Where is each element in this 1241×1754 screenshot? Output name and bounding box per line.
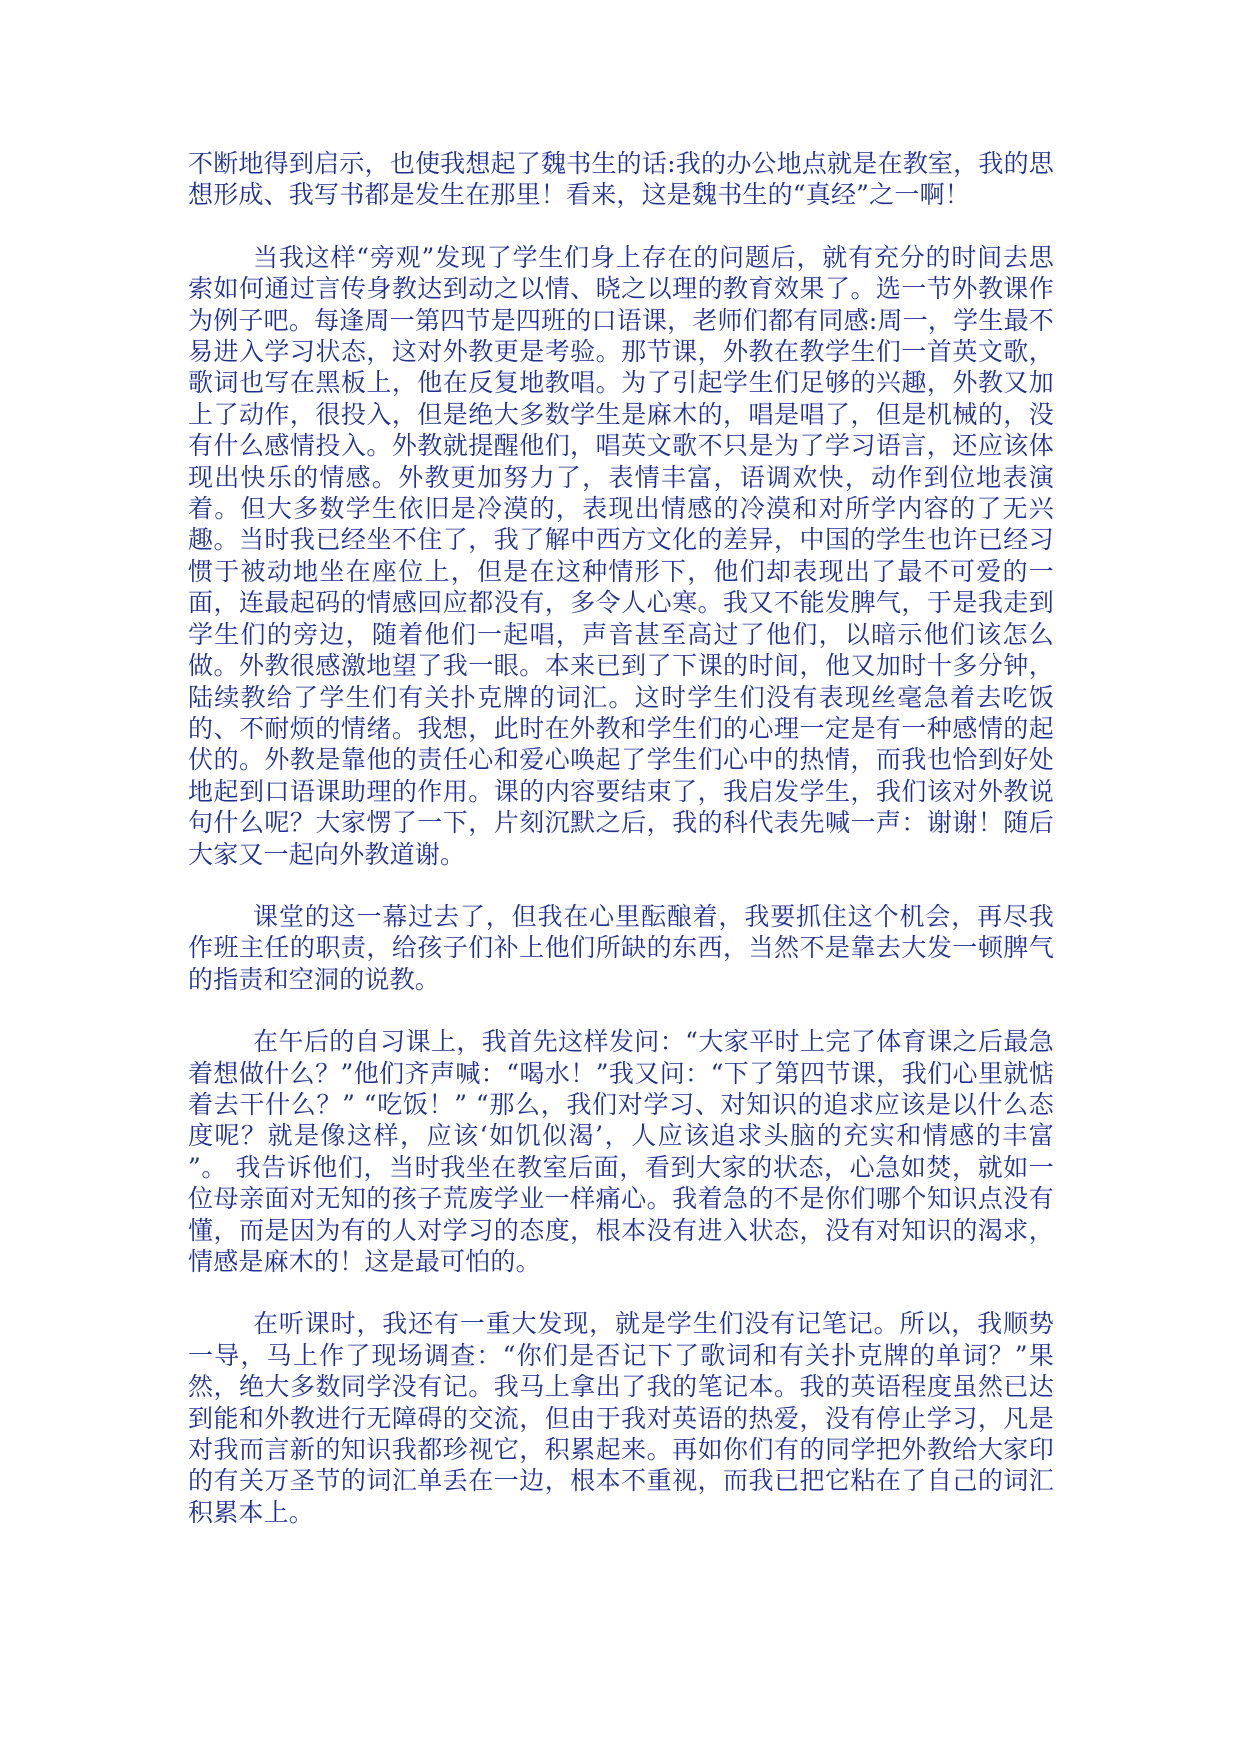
document-body bbox=[188, 148, 1054, 1559]
paragraph-2: 当我这样“旁观”发现了学生们身上存在的问题后，就有充分的时间去思索如何通过言传身教达到动之以情、晓之以理的教育效果了。选一节外教课作为例子吧。每逢周一第四节是四班的口语课，老师们都有同感:周一，学生最不易进入学习状态，这对外教更是考验。那节课，外教在教学生们一首英文歌，歌词也写在黑板上，他在反复地教唱。为了引起学生们足够的兴趣，外教又加上了动作，很投入，但是绝大多数学生是麻木的，唱是唱了，但是机械的，没有什么感情投入。外教就提醒他们，唱英文歌不只是为了学习语言，还应该体现出快乐的情感。外教更加努力了，表情丰富，语调欢快，动作到位地表演着。但大多数学生依旧是冷漠的，表现出情感的冷漠和对所学内容的了无兴趣。当时我已经坐不住了，我了解中西方文化的差异，中国的学生也许已经习惯于被动地坐在座位上，但是在这种情形下，他们却表现出了最不可爱的一面，连最起码的情感回应都没有，多令人心寒。我又不能发脾气，于是我走到学生们的旁边，随着他们一起唱，声音甚至高过了他们，以暗示他们该怎么做。外教很感激地望了我一眼。本来已到了下课的时间，他又加时十多分钟，陆续教给了学生们有关扑克牌的词汇。这时学生们没有表现丝毫急着去吃饭的、不耐烦的情绪。我想，此时在外教和学生们的心理一定是有一种感情的起伏的。外教是靠他的责任心和爱心唤起了学生们心中的热情，而我也恰到好处地起到口语课助理的作用。课的内容要结束了，我启发学生，我们该对外教说句什么呢？大家愣了一下，片刻沉默之后，我的科代表先喊一声：谢谢！随后大家又一起向外教道谢。 bbox=[188, 242, 1054, 869]
paragraph-1: 不断地得到启示，也使我想起了魏书生的话:我的办公地点就是在教室，我的思想形成、我写书都是发生在那里！看来，这是魏书生的“真经”之一啊！ bbox=[188, 149, 1054, 210]
paragraph-5: 在听课时，我还有一重大发现，就是学生们没有记笔记。所以，我顺势一导，马上作了现场调查：“你们是否记下了歌词和有关扑克牌的单词？”果然，绝大多数同学没有记。我马上拿出了我的笔记本。我的英语程度虽然已达到能和外教进行无障碍的交流，但由于我对英语的热爱，没有停止学习，凡是对我而言新的知识我都珍视它，积累起来。再如你们有的同学把外教给大家印的有关万圣节的词汇单丢在一边，根本不重视，而我已把它粘在了自己的词汇积累本上。 bbox=[188, 1309, 1054, 1527]
paragraph-4: 在午后的自习课上，我首先这样发问：“大家平时上完了体育课之后最急着想做什么？”他们齐声喊：“喝水！”我又问：“下了第四节课，我们心里就惦着去干什么？” “吃饭！” “那么，我们对学习、对知识的追求应该是以什么态度呢？就是像这样，应该‘如饥似渴’，人应该追求头脑的充实和情感的丰富 ”。 我告诉他们，当时我坐在教室后面，看到大家的状态，心急如焚，就如一位母亲面对无知的孩子荒废学业一样痛心。我着急的不是你们哪个知识点没有懂，而是因为有的人对学习的态度，根本没有进入状态，没有对知识的渴求，情感是麻木的！这是最可怕的。 bbox=[188, 1027, 1054, 1276]
paragraph-3: 课堂的这一幕过去了，但我在心里酝酿着，我要抓住这个机会，再尽我作班主任的职责，给孩子们补上他们所缺的东西，当然不是靠去大发一顿脾气的指责和空洞的说教。 bbox=[188, 901, 1054, 994]
